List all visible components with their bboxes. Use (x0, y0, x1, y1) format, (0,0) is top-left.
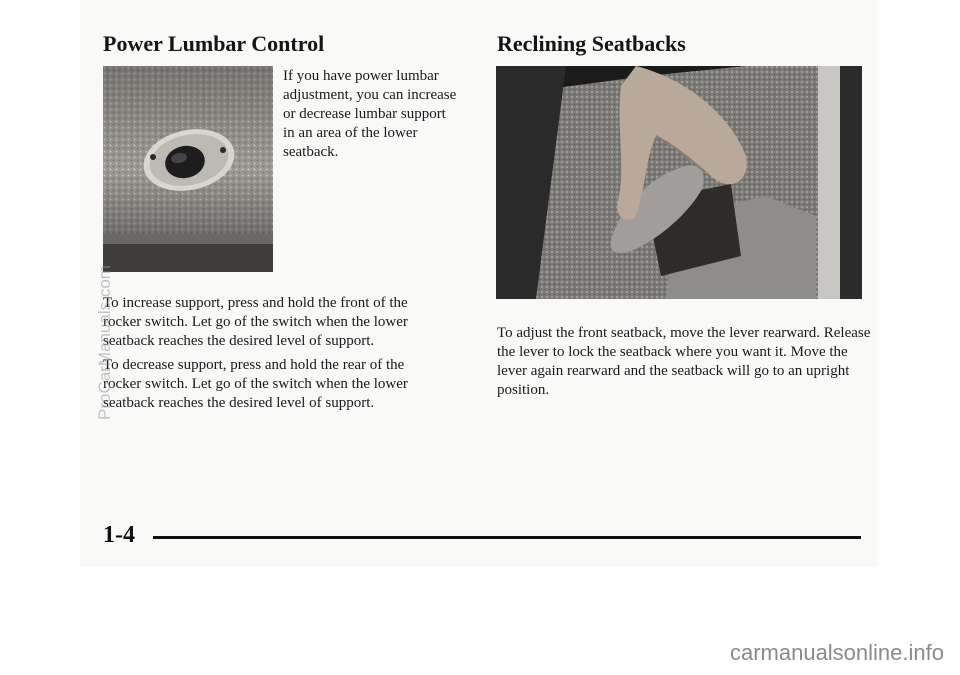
recline-instructions-text: To adjust the front seatback, move the lever rearward. Release the lever to lock the seatback where you want it. Move the lever again rearward and the seatback will go to an upright position. (497, 325, 871, 398)
recline-heading: Reclining Seatbacks (497, 31, 686, 56)
side-watermark: ProCarManuals.com (95, 265, 114, 420)
lumbar-decrease-text: To decrease support, press and hold the rear of the rocker switch. Let go of the switch when the lower seatback reaches the desired level of support. (103, 357, 408, 411)
seatback-lever-photo (496, 66, 862, 299)
lumbar-intro-text: If you have power lumbar adjustment, you can increase or decrease lumbar support in an area of the lower seatback. (283, 68, 457, 160)
bottom-watermark: carmanualsonline.info (729, 640, 944, 665)
lumbar-heading: Power Lumbar Control (103, 31, 325, 56)
lumbar-switch-photo (103, 66, 273, 272)
footer-rule (153, 536, 861, 539)
page-number: 1-4 (103, 522, 135, 548)
lumbar-increase-text: To increase support, press and hold the front of the rocker switch. Let go of the switch when the lower seatback reaches the desired level of support. (103, 295, 408, 349)
